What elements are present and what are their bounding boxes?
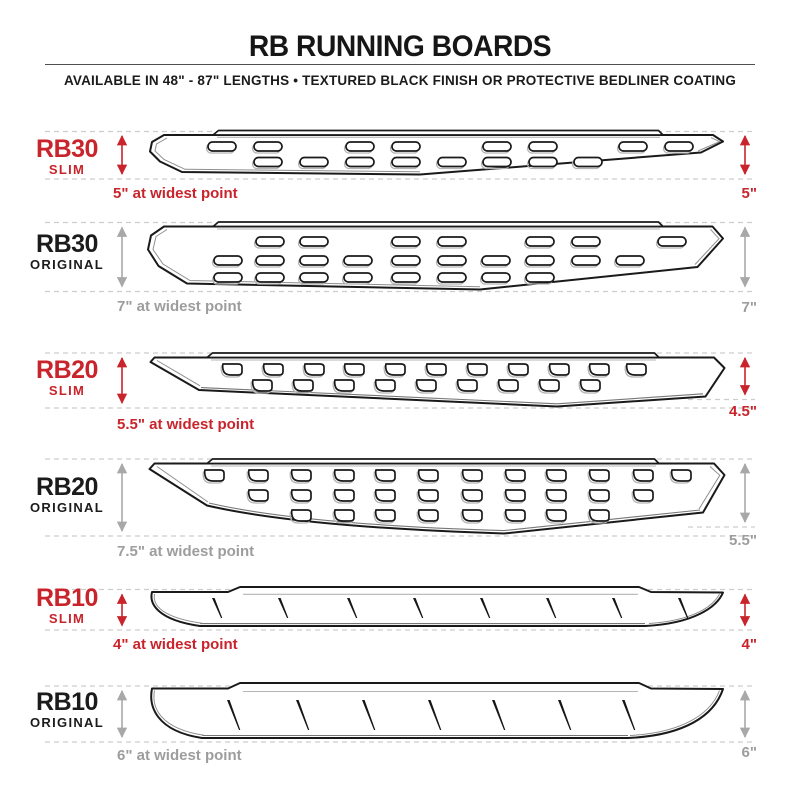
width-note: 6" at widest point <box>117 747 242 764</box>
label-rb10-slim <box>12 586 122 627</box>
subtitle: AVAILABLE IN 48" - 87" LENGTHS • TEXTURED BLACK FINISH OR PROTECTIVE BEDLINER COATING <box>63 73 737 88</box>
model-name: RB10 <box>36 688 98 716</box>
variant-name: ORIGINAL <box>30 715 104 730</box>
model-name: RB20 <box>36 356 98 384</box>
variant-name: ORIGINAL <box>30 257 104 272</box>
height-label: 5" <box>741 185 757 202</box>
label-rb20-slim <box>12 358 122 399</box>
rb10-slim-drawing <box>45 587 755 630</box>
rb30-original-drawing <box>45 222 755 292</box>
rb20-original-drawing <box>45 459 755 536</box>
width-note: 5.5" at widest point <box>117 416 255 433</box>
model-name: RB20 <box>36 473 98 501</box>
variant-name: SLIM <box>48 611 86 626</box>
page-title: RB RUNNING BOARDS <box>248 30 552 63</box>
variant-name: SLIM <box>48 162 86 177</box>
height-label: 6" <box>741 744 757 761</box>
model-name: RB30 <box>36 135 98 163</box>
label-rb20-original <box>12 475 122 516</box>
model-name: RB30 <box>36 230 98 258</box>
rb10-original-drawing <box>45 683 755 742</box>
height-label: 4" <box>741 636 757 653</box>
height-label: 7" <box>741 299 757 316</box>
width-note: 5" at widest point <box>113 185 238 202</box>
variant-name: ORIGINAL <box>30 500 104 515</box>
model-name: RB10 <box>36 584 98 612</box>
rb30-slim-drawing <box>45 131 755 180</box>
height-label: 5.5" <box>729 532 757 549</box>
rb20-slim-drawing <box>45 353 755 408</box>
width-note: 7.5" at widest point <box>117 543 255 560</box>
label-rb10-original <box>12 690 122 731</box>
width-note: 7" at widest point <box>117 298 242 315</box>
variant-name: SLIM <box>48 383 86 398</box>
height-label: 4.5" <box>729 403 757 420</box>
width-note: 4" at widest point <box>113 636 238 653</box>
label-rb30-original <box>12 232 122 273</box>
label-rb30-slim <box>12 137 122 178</box>
